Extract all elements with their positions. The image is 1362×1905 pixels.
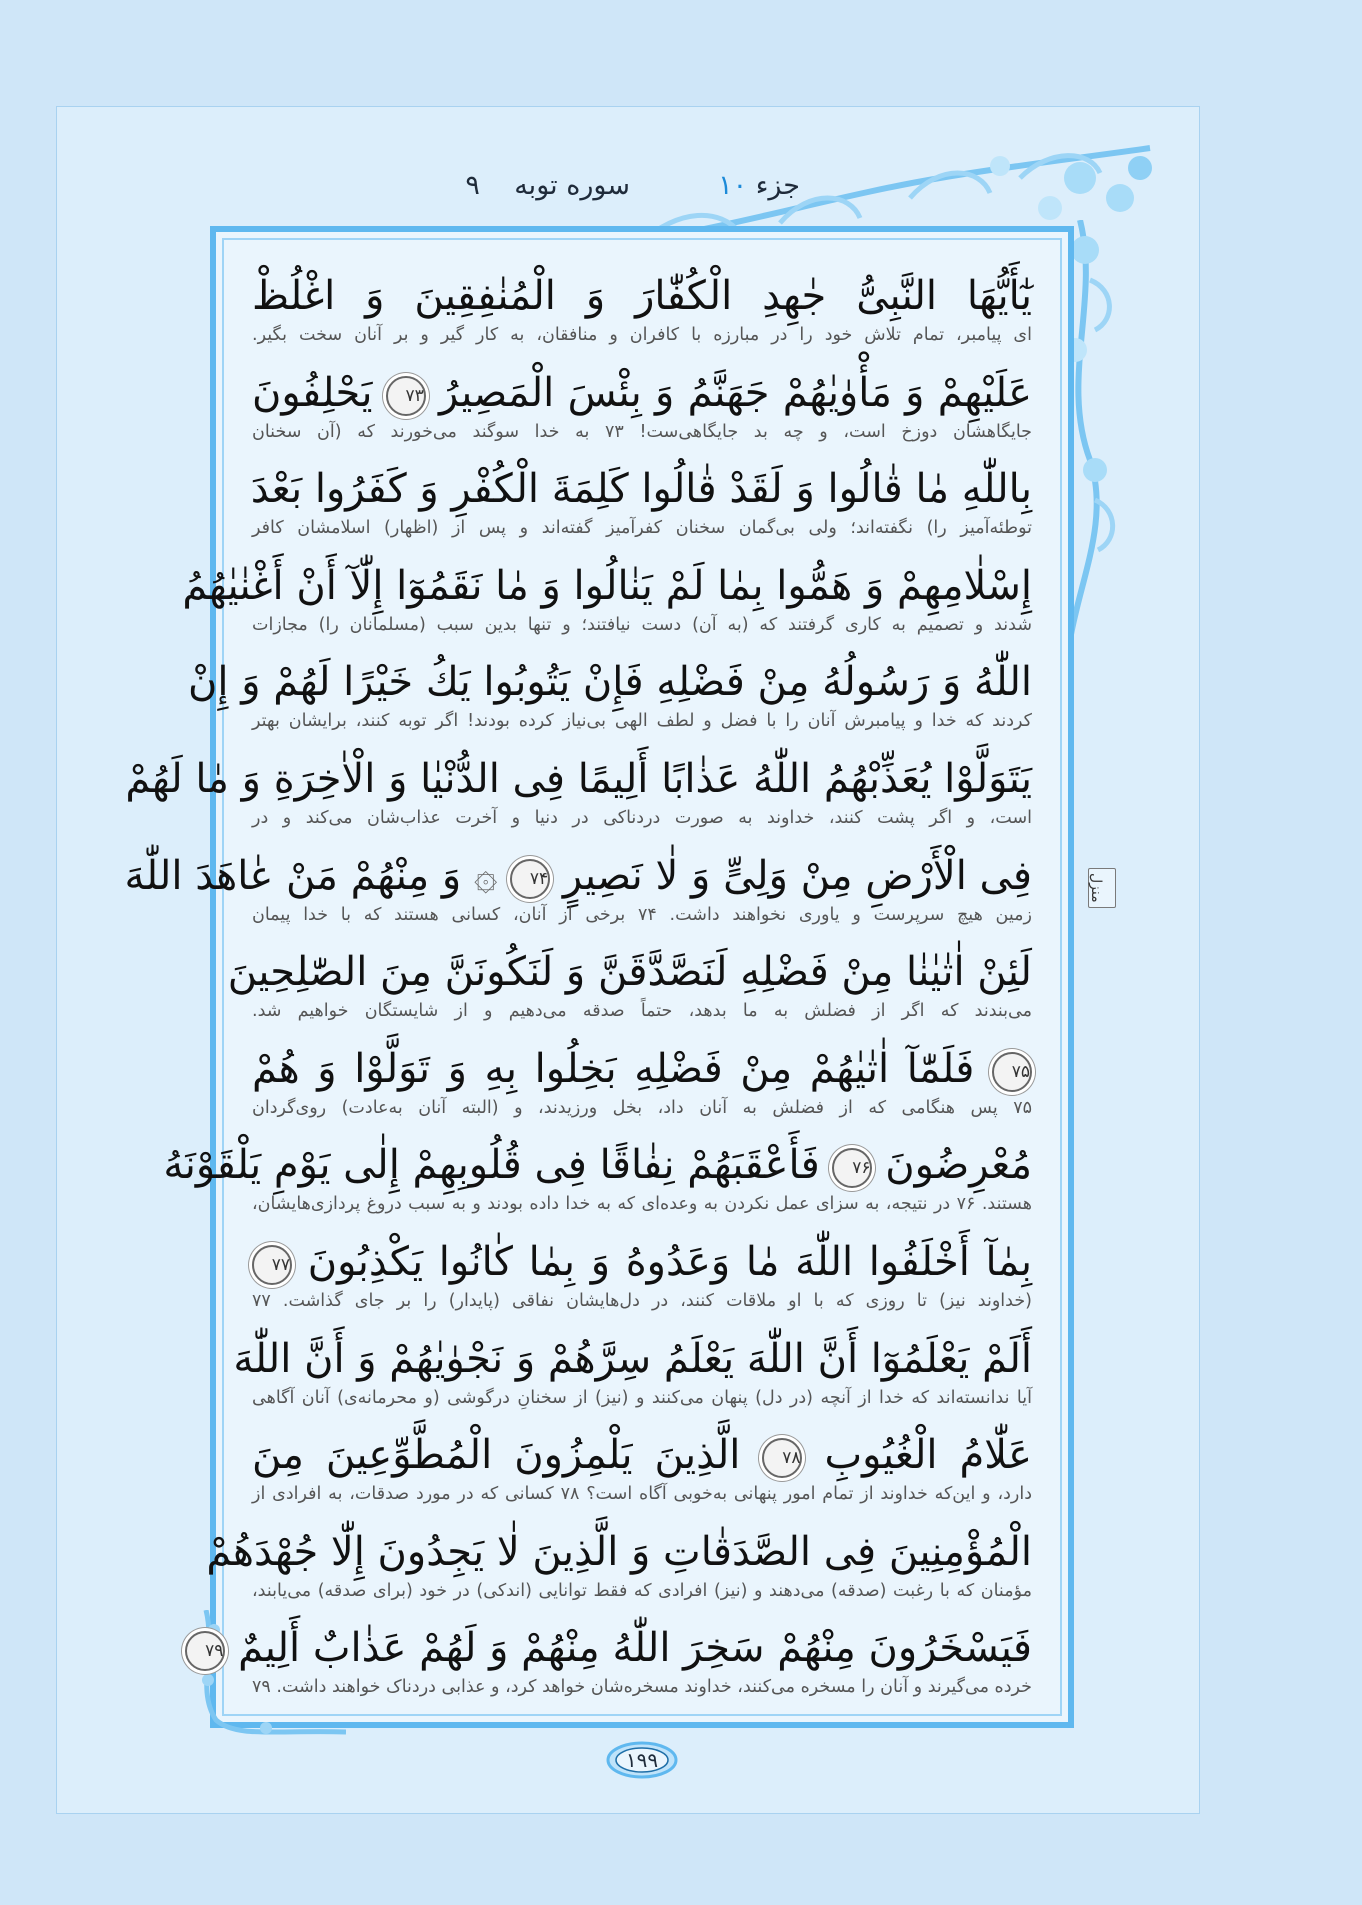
verse-line-7	[124, 848, 1032, 945]
verse-line-4	[182, 558, 1032, 655]
arabic-line	[124, 850, 1032, 902]
arabic-segment: فَيَسْخَرُونَ مِنْهُمْ سَخِرَ اللّٰهُ مِنْهُمْ وَ لَهُمْ عَذٰابٌ أَلِيمٌ	[238, 1625, 1032, 1672]
page-number: ۱۹۹	[625, 1748, 659, 1772]
arabic-line: يٰٓأَيُّهَا النَّبِىُّ جٰهِدِ الْكُفّٰارَ وَ الْمُنٰفِقِينَ وَ اغْلُظْ	[252, 273, 1032, 319]
arabic-line	[252, 1236, 1032, 1288]
persian-translation: است، و اگر پشت کنند، خداوند به صورت دردناکی در دنیا و آخرت عذاب‌شان می‌کند و در	[252, 807, 1032, 828]
page-header	[380, 170, 800, 216]
arabic-segment: يَحْلِفُونَ	[252, 369, 373, 416]
juz-label: جزء	[755, 170, 800, 201]
arabic-segment: فَأَعْقَبَهُمْ نِفٰاقًا فِى قُلُوبِهِمْ إِلٰى يَوْمِ يَلْقَوْنَهُ	[163, 1142, 820, 1189]
arabic-segment: فَلَمّٰآ اٰتٰيٰهُمْ مِنْ فَضْلِهِ بَخِلُوا بِهِ وَ تَوَلَّوْا وَ هُمْ	[252, 1045, 975, 1092]
persian-translation: زمین هیچ سرپرست و یاوری نخواهند داشت. ۷۴ برخی از آنان، کسانی هستند که با خدا پیمان	[252, 904, 1032, 925]
manzil-mark: منزل	[1088, 868, 1116, 908]
arabic-segment: مُعْرِضُونَ	[885, 1142, 1032, 1189]
rub-hizb-icon: ۞	[473, 852, 498, 899]
surah-label: سوره توبه	[514, 170, 630, 201]
persian-translation: شدند و تصمیم به کاری گرفتند که (به آن) دست نیافتند؛ و تنها بدین سبب (مسلمانان را) مجازات	[252, 614, 1032, 635]
verse-line-10	[163, 1137, 1032, 1234]
arabic-line	[205, 1622, 1032, 1674]
verse-line-6	[125, 751, 1032, 848]
arabic-segment: عَلّٰامُ الْغُيُوبِ	[824, 1432, 1033, 1479]
arabic-line	[252, 367, 1032, 419]
arabic-segment: الَّذِينَ يَلْمِزُونَ الْمُطَّوِّعِينَ مِنَ	[252, 1432, 741, 1479]
ayah-number-marker: ۷۶	[832, 1148, 872, 1188]
verse-line-2	[252, 365, 1032, 462]
arabic-line: إِسْلٰامِهِمْ وَ هَمُّوا بِمٰا لَمْ يَنٰالُوا وَ مٰا نَقَمُوٓا إِلّٰآ أَنْ أَغْنٰيٰهُمُ	[182, 562, 1032, 609]
juz-indicator	[718, 170, 800, 201]
ayah-number-marker: ۷۸	[762, 1438, 802, 1478]
persian-translation: خرده می‌گیرند و آنان را مسخره می‌کنند، خداوند مسخره‌شان خواهد کرد، و عذابی دردناک خواهند داشت. ۷۹	[252, 1677, 1032, 1698]
arabic-line	[252, 1043, 1032, 1095]
persian-translation: می‌بندند که اگر از فضلش به ما بدهد، حتماً صدقه می‌دهیم و از شایستگان خواهیم شد.	[252, 1001, 1032, 1022]
persian-translation: (خداوند نیز) تا روزی که با او ملاقات کنند، در دل‌هایشان نفاقی (پایدار) را بر جای گذاشت. ۷۷	[252, 1290, 1032, 1311]
verse-line-3	[252, 461, 1032, 558]
persian-translation: جایگاهشان دوزخ است، و چه بد جایگاهی‌ست! ۷۳ به خدا سوگند می‌خورند که (آن سخنان	[252, 421, 1032, 442]
arabic-line: اللّٰهُ وَ رَسُولُهُ مِنْ فَضْلِهِ فَإِنْ يَتُوبُوا يَكُ خَيْرًا لَهُمْ وَ إِنْ	[187, 659, 1032, 706]
arabic-line	[163, 1139, 1032, 1191]
verse-line-13	[252, 1427, 1032, 1524]
arabic-line: أَلَمْ يَعْلَمُوٓا أَنَّ اللّٰهَ يَعْلَمُ سِرَّهُمْ وَ نَجْوٰيٰهُمْ وَ أَنَّ اللّٰهَ	[233, 1335, 1032, 1382]
persian-translation: آیا ندانسته‌اند که خدا از آنچه (در دل) پنهان می‌کنند و (نیز) از سخنانِ درگوشی (و محرمانه‌ی) آنان آگاهی	[252, 1387, 1032, 1408]
arabic-line: يَتَوَلَّوْا يُعَذِّبْهُمُ اللّٰهُ عَذٰابًا أَلِيمًا فِى الدُّنْيٰا وَ الْاٰخِرَةِ وَ مٰا لَهُمْ	[125, 755, 1032, 802]
verse-line-8	[227, 944, 1032, 1041]
ayah-number-marker: ۷۳	[386, 376, 426, 416]
persian-translation: توطئه‌آمیز را) نگفته‌اند؛ ولی بی‌گمان سخنان کفرآمیز گفته‌اند و پس از (اظهار) اسلامشان کافر	[252, 518, 1032, 539]
ayah-number-marker: ۷۵	[992, 1052, 1032, 1092]
quran-text-block	[124, 268, 1033, 1708]
verse-line-14	[206, 1524, 1032, 1621]
verse-line-15	[205, 1620, 1032, 1717]
surah-number: ۹	[465, 170, 480, 201]
ayah-number-marker: ۷۴	[510, 859, 550, 899]
persian-translation: دارد، و این‌که خداوند از تمام امور پنهانی به‌خوبی آگاه است؟ ۷۸ کسانی که در مورد صدقات، به افرادی از	[252, 1484, 1032, 1505]
verse-line-9	[252, 1041, 1032, 1138]
surah-indicator	[465, 170, 630, 201]
verse-line-5	[187, 654, 1032, 751]
verse-line-12	[233, 1331, 1032, 1428]
persian-translation: کردند که خدا و پیامبرش آنان را با فضل و لطف الهی بی‌نیاز کرده بودند! اگر توبه کنند، برایشان بهتر	[252, 711, 1032, 732]
verse-line-11	[252, 1234, 1032, 1331]
persian-translation: هستند. ۷۶ در نتیجه، به سزای عمل نکردن به وعده‌ای که به خدا داده بودند و به سبب دروغ پردازی‌هایشان،	[252, 1194, 1032, 1215]
persian-translation: ای پیامبر، تمام تلاش خود را در مبارزه با کافران و منافقان، به کار گیر و بر آنان سخت بگیر.	[252, 325, 1032, 345]
ayah-number-marker: ۷۹	[185, 1631, 225, 1671]
ayah-number-marker: ۷۷	[252, 1245, 292, 1285]
persian-translation: ۷۵ پس هنگامی که از فضلش به آنان داد، بخل ورزیدند، و (البته آنان به‌عادت) روی‌گردان	[252, 1097, 1032, 1118]
arabic-segment: فِى الْأَرْضِ مِنْ وَلِىٍّ وَ لٰا نَصِيرٍ	[562, 852, 1032, 899]
persian-translation: مؤمنان که با رغبت (صدقه) می‌دهند و (نیز) افرادی که فقط توانایی (اندکی) در خود (برای صدقه) می‌یابند،	[252, 1580, 1032, 1601]
arabic-line: لَئِنْ اٰتٰيٰنٰا مِنْ فَضْلِهِ لَنَصَّدَّقَنَّ وَ لَنَكُونَنَّ مِنَ الصّٰلِحِينَ	[227, 949, 1032, 996]
arabic-line	[252, 1429, 1032, 1481]
juz-number: ۱۰	[718, 170, 748, 201]
verse-line-1	[252, 268, 1032, 365]
arabic-segment: بِمٰآ أَخْلَفُوا اللّٰهَ مٰا وَعَدُوهُ وَ بِمٰا كٰانُوا يَكْذِبُونَ	[307, 1238, 1033, 1285]
page-number-badge	[606, 1740, 678, 1780]
arabic-segment: عَلَيْهِمْ وَ مَأْوٰيٰهُمْ جَهَنَّمُ وَ بِئْسَ الْمَصِيرُ	[439, 369, 1032, 416]
arabic-segment: وَ مِنْهُمْ مَنْ عٰاهَدَ اللّٰهَ	[124, 852, 462, 899]
arabic-line: الْمُؤْمِنِينَ فِى الصَّدَقٰاتِ وَ الَّذِينَ لٰا يَجِدُونَ إِلّٰا جُهْدَهُمْ	[206, 1528, 1032, 1575]
arabic-line: بِاللّٰهِ مٰا قٰالُوا وَ لَقَدْ قٰالُوا كَلِمَةَ الْكُفْرِ وَ كَفَرُوا بَعْدَ	[250, 466, 1032, 513]
